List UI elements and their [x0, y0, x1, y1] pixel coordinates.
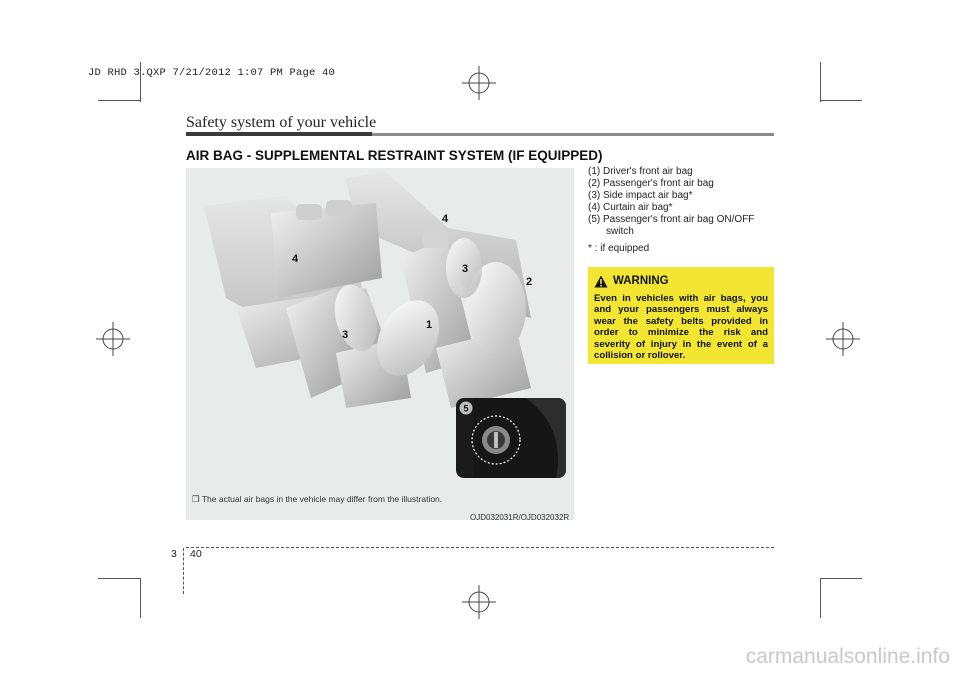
print-slug: JD RHD 3.QXP 7/21/2012 1:07 PM Page 40 [88, 67, 336, 79]
page-heading: AIR BAG - SUPPLEMENTAL RESTRAINT SYSTEM (IF EQUIPPED) [186, 148, 603, 163]
figure-note: ❒ The actual air bags in the vehicle may differ from the illustration. [192, 494, 443, 504]
figure-code: OJD032031R/OJD032032R [470, 513, 570, 522]
callout-2: 2 [526, 276, 533, 288]
list-item: (1) Driver's front air bag [588, 166, 693, 177]
callout-5: 5 [463, 403, 469, 414]
registration-target-icon [96, 322, 130, 356]
rear-seatback [271, 203, 382, 298]
crop-mark-top-right-h [820, 100, 862, 101]
warning-triangle-icon [594, 275, 608, 288]
callout-4-left: 4 [292, 253, 299, 265]
crop-mark-bottom-right-h [820, 578, 862, 579]
chapter-number: 3 [171, 548, 177, 560]
section-title: Safety system of your vehicle [186, 114, 377, 131]
callout-3-right: 3 [462, 263, 469, 275]
registration-target-icon [462, 66, 496, 100]
registration-target-icon [462, 585, 496, 619]
watermark: carmanualsonline.info [745, 645, 950, 668]
warning-header [594, 273, 768, 289]
crop-mark-bottom-left-h [98, 578, 140, 579]
header-rule-accent [186, 132, 372, 136]
registration-target-icon [826, 322, 860, 356]
list-item: (4) Curtain air bag* [588, 202, 673, 213]
list-item: (5) Passenger's front air bag ON/OFF switch [588, 214, 755, 237]
crop-mark-bottom-right-v [820, 578, 821, 618]
warning-text: Even in vehicles with air bags, you and your passengers must always wear the safety belts provided in order to minimize the risk and severity of injury in the event of a collision or rollover. [594, 293, 768, 362]
callout-3-left: 3 [342, 329, 349, 341]
crop-mark-top-left-h [98, 100, 140, 101]
list-item: (2) Passenger's front air bag [588, 178, 714, 189]
crop-mark-bottom-left-v [140, 578, 141, 618]
airbag-parts-list [588, 166, 778, 238]
footnote: * : if equipped [588, 243, 650, 254]
warning-box [588, 267, 774, 364]
warning-title: WARNING [613, 275, 669, 287]
footer-divider [183, 548, 184, 594]
callout-1: 1 [426, 319, 433, 331]
footer-rule [186, 547, 774, 548]
page-number: 40 [190, 548, 202, 560]
switch-inset [456, 398, 566, 478]
crop-mark-top-right-v [820, 62, 821, 102]
callout-4-right: 4 [442, 213, 449, 225]
list-item: (3) Side impact air bag* [588, 190, 693, 201]
